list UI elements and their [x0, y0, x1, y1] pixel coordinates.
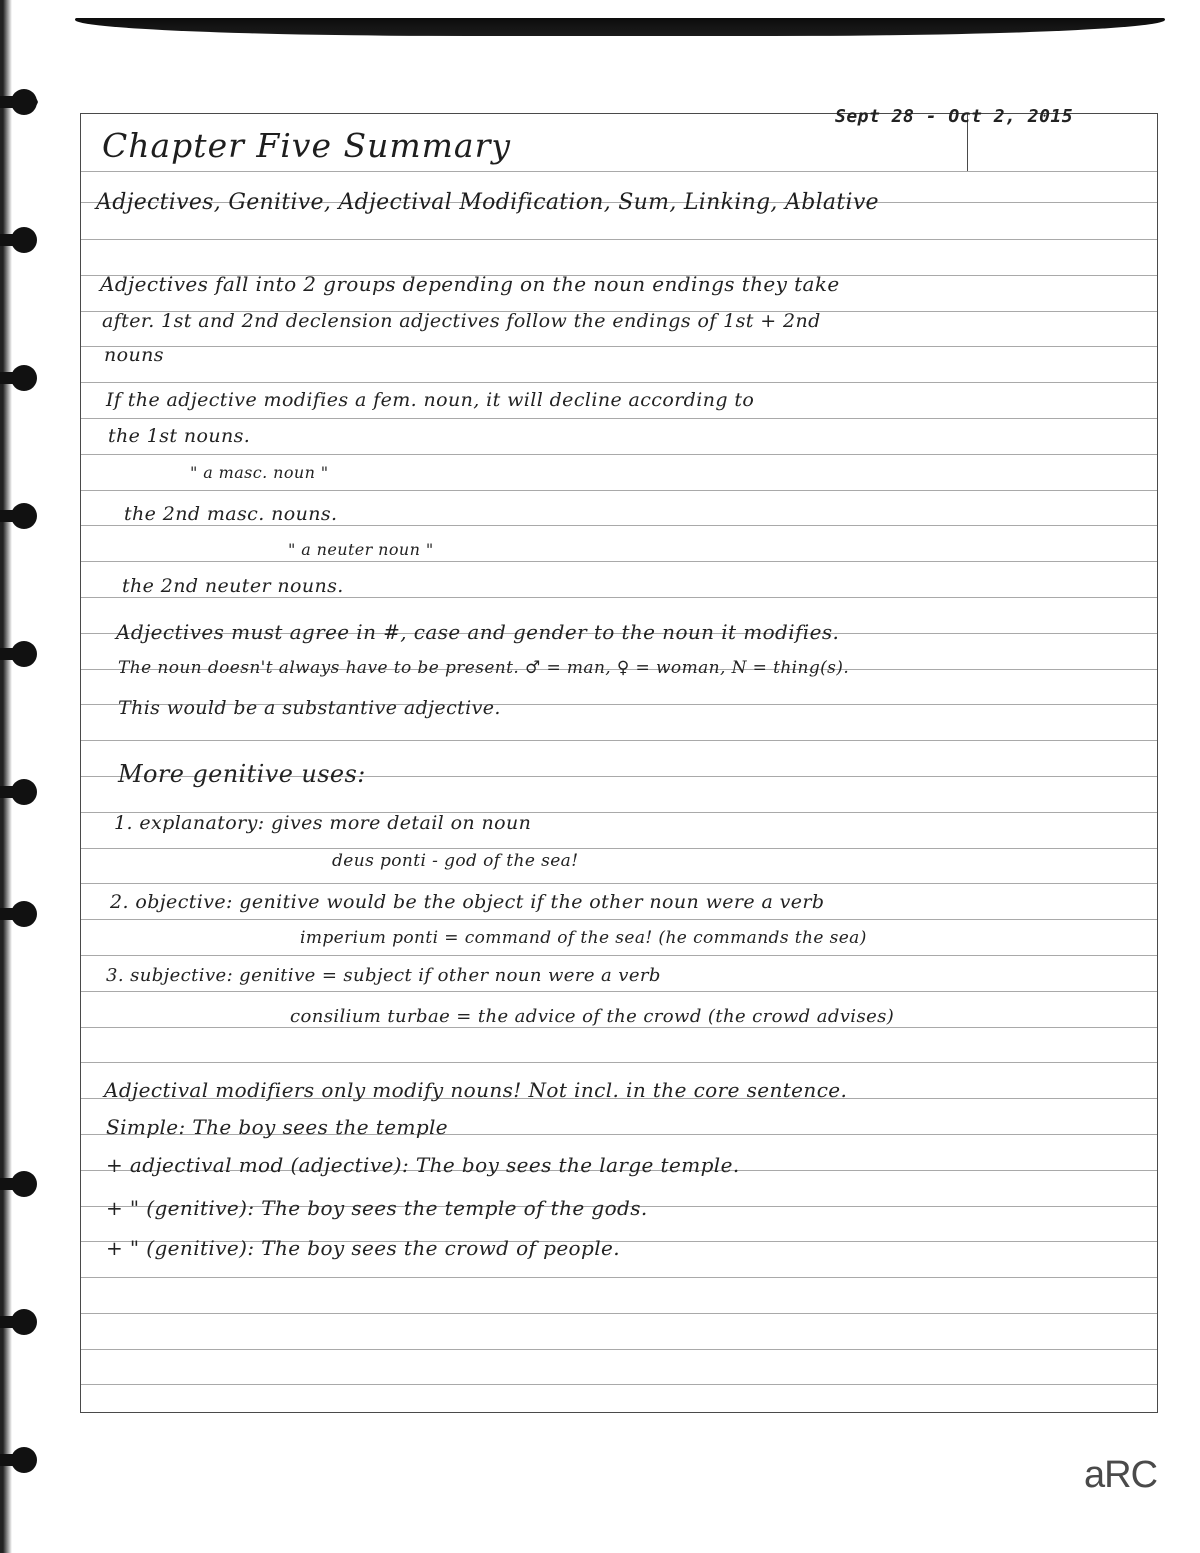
binder-tab-icon — [0, 634, 40, 674]
note-line: If the adjective modifies a fem. noun, it will decline according to — [106, 389, 755, 411]
note-line: after. 1st and 2nd declension adjectives follow the endings of 1st + 2nd — [102, 310, 821, 332]
note-line: consilium turbae = the advice of the crowd (the crowd advises) — [290, 1006, 895, 1027]
rule-line — [81, 346, 1157, 347]
rule-line — [81, 239, 1157, 240]
note-line: the 2nd neuter nouns. — [122, 575, 344, 597]
note-line: the 1st nouns. — [108, 425, 251, 447]
rule-line — [81, 382, 1157, 383]
binder-tab-icon — [0, 1302, 40, 1342]
rule-line — [81, 1349, 1157, 1350]
binder-tab-icon — [0, 358, 40, 398]
page-title: Chapter Five Summary — [102, 126, 512, 165]
rule-line — [81, 955, 1157, 956]
rule-line — [81, 171, 1157, 172]
binder-tab-icon — [0, 496, 40, 536]
rule-line — [81, 919, 1157, 920]
note-line: 3. subjective: genitive = subject if other noun were a verb — [106, 965, 661, 986]
rule-line — [81, 1384, 1157, 1385]
brand-logo: aRC — [1084, 1454, 1158, 1496]
binder-tab-icon — [0, 220, 40, 260]
note-line: imperium ponti = command of the sea! (he commands the sea) — [300, 928, 867, 948]
note-line: 1. explanatory: gives more detail on noun — [114, 812, 532, 834]
note-line: " a masc. noun " — [190, 463, 329, 482]
note-line: + " (genitive): The boy sees the crowd of people. — [106, 1236, 620, 1260]
note-line: 2. objective: genitive would be the object if the other noun were a verb — [110, 891, 825, 913]
note-line: + " (genitive): The boy sees the temple of the gods. — [106, 1196, 648, 1220]
binder-tab-icon — [0, 772, 40, 812]
rule-line — [81, 740, 1157, 741]
page-subtitle: Adjectives, Genitive, Adjectival Modification, Sum, Linking, Ablative — [96, 190, 879, 215]
note-line: This would be a substantive adjective. — [118, 697, 501, 719]
rule-line — [81, 454, 1157, 455]
page-top-edge — [75, 18, 1165, 36]
note-line: the 2nd masc. nouns. — [124, 503, 338, 525]
rule-line — [81, 561, 1157, 562]
note-line: Adjectives fall into 2 groups depending on the noun endings they take — [100, 272, 840, 296]
binder-tab-icon — [0, 82, 40, 122]
binder-tab-icon — [0, 1440, 40, 1480]
rule-line — [81, 490, 1157, 491]
rule-line — [81, 597, 1157, 598]
note-line: " a neuter noun " — [288, 540, 434, 559]
note-line: The noun doesn't always have to be present. ♂ = man, ♀ = woman, N = thing(s). — [118, 658, 850, 678]
rule-line — [81, 848, 1157, 849]
rule-line — [81, 1313, 1157, 1314]
rule-line — [81, 1062, 1157, 1063]
note-line: Simple: The boy sees the temple — [106, 1115, 449, 1139]
section-heading: More genitive uses: — [118, 760, 366, 788]
rule-line — [81, 1027, 1157, 1028]
note-line: deus ponti - god of the sea! — [332, 851, 579, 871]
rule-line — [81, 1277, 1157, 1278]
note-line: Adjectival modifiers only modify nouns! Not incl. in the core sentence. — [104, 1078, 848, 1102]
note-line: + adjectival mod (adjective): The boy sees the large temple. — [106, 1153, 740, 1177]
note-date: Sept 28 - Oct 2, 2015 — [835, 106, 1074, 127]
rule-line — [81, 525, 1157, 526]
rule-line — [81, 418, 1157, 419]
rule-line — [81, 991, 1157, 992]
note-line: Adjectives must agree in #, case and gender to the noun it modifies. — [116, 620, 840, 644]
note-line: nouns — [104, 344, 164, 366]
binder-tab-icon — [0, 1164, 40, 1204]
rule-line — [81, 883, 1157, 884]
binder-tab-icon — [0, 894, 40, 934]
